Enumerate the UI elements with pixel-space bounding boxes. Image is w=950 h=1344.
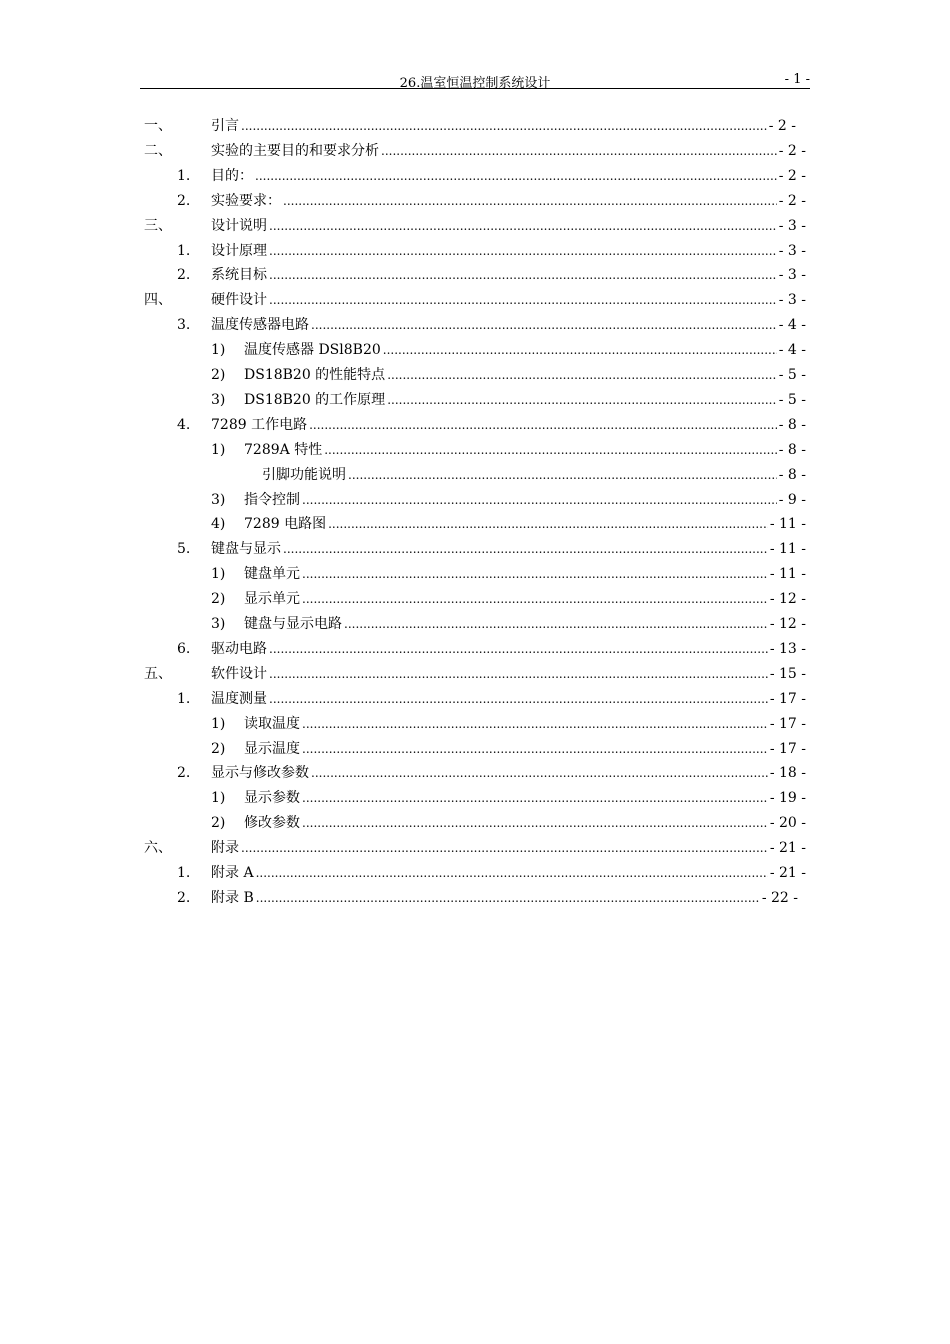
toc-dot-leader	[324, 440, 777, 460]
toc-dot-leader	[256, 888, 760, 908]
toc-entry-page: - 17 -	[769, 715, 806, 732]
toc-entry-page: - 11 -	[769, 566, 806, 583]
toc-entry-number: 2.	[177, 765, 191, 782]
toc-dot-leader	[387, 365, 777, 385]
toc-entry-page: - 22 -	[761, 889, 798, 906]
toc-dot-leader	[269, 241, 777, 261]
toc-entry-page: - 4 -	[778, 317, 806, 334]
toc-entry-number: 2.	[177, 192, 191, 209]
toc-entry[interactable]	[0, 241, 950, 261]
toc-entry-title: 7289 电路图	[244, 516, 327, 533]
toc-entry-title: 附录	[211, 840, 239, 857]
toc-entry-number: 2)	[211, 740, 226, 757]
toc-entry-title: 键盘单元	[244, 566, 300, 583]
toc-entry[interactable]	[0, 888, 950, 908]
toc-entry-number: 三、	[144, 217, 172, 234]
toc-entry-title: DS18B20 的性能特点	[244, 367, 386, 383]
toc-entry-page: - 3 -	[778, 292, 806, 309]
toc-entry[interactable]	[0, 838, 950, 858]
toc-entry-number: 5.	[177, 541, 191, 558]
toc-entry-number: 3.	[177, 317, 191, 334]
toc-entry-page: - 2 -	[768, 118, 796, 134]
toc-entry-number: 1)	[211, 790, 226, 807]
toc-entry-title: 附录 A	[211, 865, 254, 881]
toc-entry[interactable]	[0, 390, 950, 410]
toc-entry[interactable]	[0, 639, 950, 659]
toc-entry[interactable]	[0, 739, 950, 759]
toc-dot-leader	[241, 116, 767, 136]
toc-dot-leader	[269, 216, 777, 236]
toc-entry-number: 六、	[144, 840, 172, 857]
toc-entry-title: 硬件设计	[211, 292, 267, 309]
toc-entry[interactable]	[0, 763, 950, 783]
toc-entry-number: 四、	[144, 292, 172, 309]
toc-entry-page: - 11 -	[769, 516, 806, 533]
toc-entry-page: - 4 -	[778, 342, 806, 359]
toc-dot-leader	[302, 564, 768, 584]
toc-entry-page: - 13 -	[769, 640, 806, 657]
toc-entry-number: 4)	[211, 516, 226, 533]
toc-entry[interactable]	[0, 614, 950, 634]
toc-entry-title: 引言	[211, 118, 239, 134]
toc-entry-number: 2.	[177, 889, 191, 906]
toc-entry-title: 键盘与显示电路	[244, 616, 342, 632]
toc-dot-leader	[269, 265, 777, 285]
toc-entry-number: 一、	[144, 118, 172, 134]
toc-dot-leader	[269, 290, 777, 310]
toc-entry-number: 3)	[211, 391, 226, 408]
toc-dot-leader	[269, 639, 768, 659]
toc-entry-number: 1)	[211, 566, 226, 583]
toc-dot-leader	[302, 589, 768, 609]
toc-entry-title: 7289 工作电路	[211, 416, 308, 433]
toc-dot-leader	[344, 614, 768, 634]
toc-entry-title: 温度测量	[211, 690, 267, 707]
toc-dot-leader	[328, 514, 768, 534]
toc-entry-number: 1.	[177, 865, 191, 881]
toc-entry-title: 附录 B	[211, 889, 254, 906]
toc-entry-title: 键盘与显示	[211, 541, 281, 558]
toc-entry-page: - 5 -	[778, 391, 806, 408]
toc-entry[interactable]	[0, 141, 950, 161]
toc-entry-title: 温度传感器 DSl8B20	[244, 342, 381, 359]
toc-dot-leader	[241, 838, 768, 858]
toc-entry[interactable]	[0, 863, 950, 883]
toc-entry[interactable]	[0, 788, 950, 808]
toc-entry-title: 软件设计	[211, 665, 267, 682]
toc-entry[interactable]	[0, 564, 950, 584]
toc-entry-title: 显示参数	[244, 790, 300, 807]
toc-entry-page: - 17 -	[769, 690, 806, 707]
toc-entry-page: - 3 -	[778, 267, 806, 284]
toc-entry-number: 二、	[144, 142, 172, 159]
toc-entry-number: 五、	[144, 665, 172, 682]
toc-entry-page: - 18 -	[769, 765, 806, 782]
toc-entry-title: 7289A 特性	[244, 441, 323, 458]
toc-entry-number: 4.	[177, 416, 191, 433]
toc-entry-number: 1.	[177, 167, 191, 184]
toc-entry-page: - 3 -	[778, 242, 806, 259]
toc-entry-title: 显示温度	[244, 740, 300, 757]
document-title: 26.温室恒温控制系统设计	[399, 76, 551, 91]
toc-entry[interactable]	[0, 589, 950, 609]
toc-entry-title: 显示单元	[244, 591, 300, 608]
toc-entry-number: 2)	[211, 367, 226, 383]
toc-entry[interactable]	[0, 191, 950, 211]
toc-entry[interactable]	[0, 340, 950, 360]
toc-entry-page: - 9 -	[778, 491, 806, 508]
toc-dot-leader	[348, 465, 777, 485]
toc-entry-number: 2)	[211, 591, 226, 608]
toc-entry-number: 3)	[211, 616, 226, 632]
page-header	[140, 72, 810, 89]
toc-entry[interactable]	[0, 714, 950, 734]
toc-dot-leader	[269, 689, 768, 709]
toc-entry-page: - 19 -	[769, 790, 806, 807]
page-number: - 1 -	[784, 72, 810, 87]
toc-entry[interactable]	[0, 664, 950, 684]
toc-entry-title: 修改参数	[244, 815, 300, 832]
toc-entry[interactable]	[0, 514, 950, 534]
toc-entry-title: 显示与修改参数	[211, 765, 309, 782]
toc-entry-page: - 21 -	[769, 865, 806, 881]
toc-dot-leader	[387, 390, 777, 410]
toc-dot-leader	[302, 739, 768, 759]
toc-entry-number: 6.	[177, 640, 191, 657]
toc-entry-title: 设计说明	[211, 217, 267, 234]
toc-entry[interactable]	[0, 290, 950, 310]
toc-entry-page: - 20 -	[769, 815, 806, 832]
toc-entry[interactable]	[0, 315, 950, 335]
toc-entry-page: - 21 -	[769, 840, 806, 857]
toc-entry-page: - 2 -	[778, 192, 806, 209]
toc-entry-page: - 5 -	[778, 367, 806, 383]
toc-entry-page: - 11 -	[769, 541, 806, 558]
toc-entry-number: 1.	[177, 690, 191, 707]
toc-entry[interactable]	[0, 415, 950, 435]
toc-entry-title: 温度传感器电路	[211, 317, 309, 334]
toc-entry[interactable]	[0, 166, 950, 186]
toc-dot-leader	[311, 763, 768, 783]
toc-entry-page: - 17 -	[769, 740, 806, 757]
toc-entry-number: 2)	[211, 815, 226, 832]
toc-entry-page: - 15 -	[769, 665, 806, 682]
toc-entry-title: 引脚功能说明	[262, 466, 346, 483]
toc-dot-leader	[255, 166, 777, 186]
toc-entry-number: 3)	[211, 491, 226, 508]
toc-dot-leader	[302, 714, 768, 734]
toc-entry-title: 设计原理	[211, 242, 267, 259]
toc-entry-title: 驱动电路	[211, 640, 267, 657]
toc-dot-leader	[283, 539, 768, 559]
toc-entry[interactable]	[0, 813, 950, 833]
toc-entry[interactable]	[0, 539, 950, 559]
toc-entry-title: 实验要求：	[211, 192, 281, 209]
toc-dot-leader	[381, 141, 777, 161]
toc-entry-number: 1)	[211, 441, 226, 458]
toc-dot-leader	[269, 664, 768, 684]
toc-entry[interactable]	[0, 265, 950, 285]
toc-entry-page: - 12 -	[769, 591, 806, 608]
toc-entry-title: 读取温度	[244, 715, 300, 732]
toc-entry[interactable]	[0, 116, 950, 136]
toc-entry-number: 1)	[211, 342, 226, 359]
toc-entry[interactable]	[0, 365, 950, 385]
toc-entry-title: 指令控制	[244, 491, 300, 508]
toc-dot-leader	[311, 315, 777, 335]
toc-entry-number: 1.	[177, 242, 191, 259]
toc-entry-page: - 8 -	[778, 441, 806, 458]
toc-entry-title: 目的：	[211, 167, 253, 184]
toc-entry[interactable]	[0, 216, 950, 236]
toc-dot-leader	[302, 813, 768, 833]
toc-entry-page: - 3 -	[778, 217, 806, 234]
toc-entry-number: 2.	[177, 267, 191, 284]
toc-entry[interactable]	[0, 689, 950, 709]
toc-entry-page: - 2 -	[778, 142, 806, 159]
toc-dot-leader	[302, 490, 777, 510]
toc-entry-page: - 8 -	[778, 466, 806, 483]
toc-entry-title: DS18B20 的工作原理	[244, 391, 386, 408]
toc-entry-page: - 2 -	[778, 167, 806, 184]
toc-dot-leader	[283, 191, 777, 211]
toc-entry[interactable]	[0, 490, 950, 510]
toc-entry[interactable]	[0, 440, 950, 460]
toc-entry-number: 1)	[211, 715, 226, 732]
toc-entry[interactable]	[0, 465, 950, 485]
toc-entry-title: 系统目标	[211, 267, 267, 284]
toc-entry-title: 实验的主要目的和要求分析	[211, 142, 379, 159]
toc-entry-page: - 12 -	[769, 616, 806, 632]
toc-entry-page: - 8 -	[778, 416, 806, 433]
toc-dot-leader	[256, 863, 768, 883]
toc-dot-leader	[302, 788, 768, 808]
toc-dot-leader	[383, 340, 777, 360]
toc-dot-leader	[309, 415, 777, 435]
